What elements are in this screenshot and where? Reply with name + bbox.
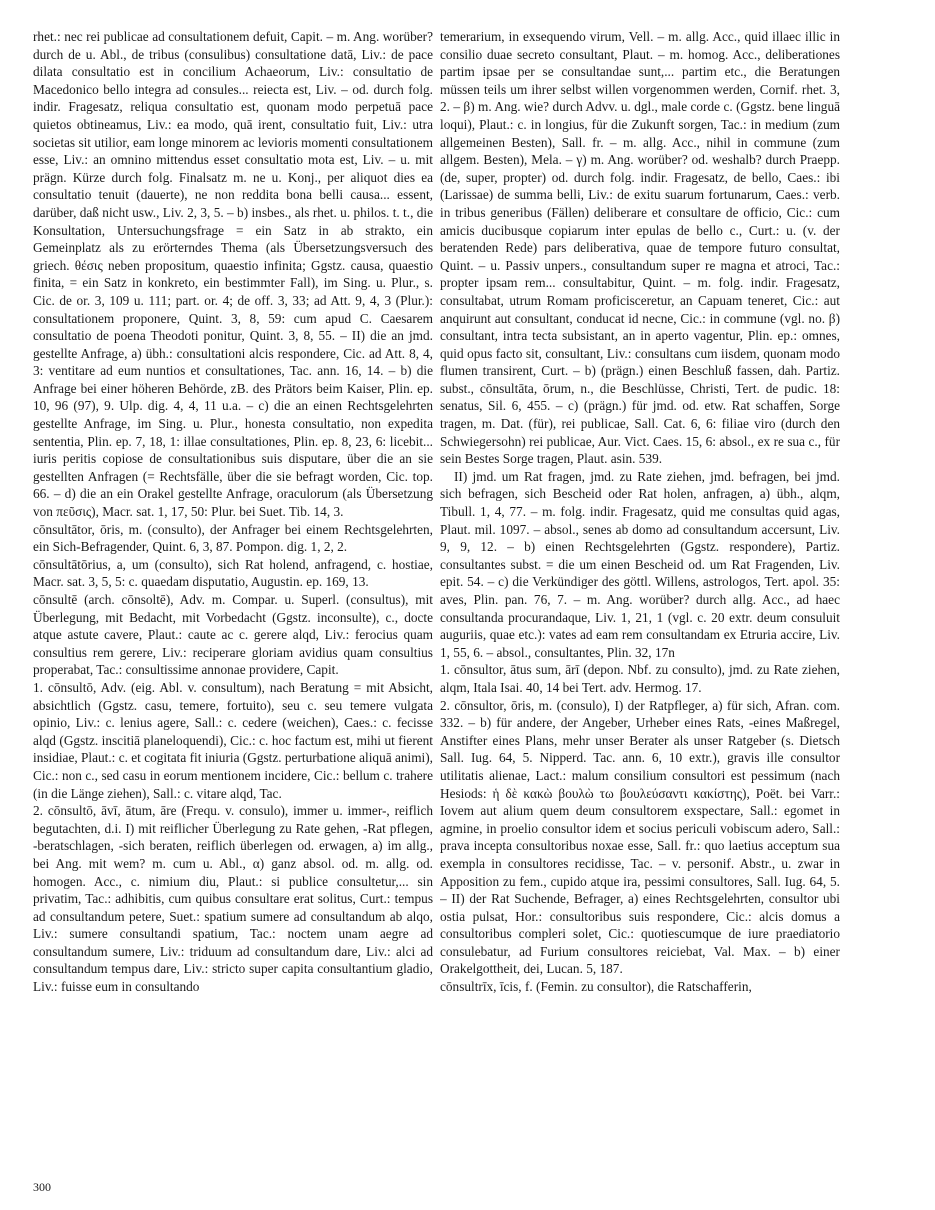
right-column (440, 28, 840, 1178)
entry-consultator: cōnsultātor, ōris, m. (consulto), der Anfrager bei einem Rechtsgelehrten, ein Sich-Befragender, Quint. 6, 3, 87. Pompon. dig. 1, 2, 2. (33, 521, 433, 555)
entry-consultrix: cōnsultrīx, īcis, f. (Femin. zu consultor), die Ratschafferin, (440, 979, 752, 995)
entry-consulto-2: 2. cōnsultō, āvī, ātum, āre (Frequ. v. consulo), immer u. immer-, reiflich begutachten, d.i. I) mit reiflicher Überlegung zu Rate gehen, -Rat pflegen, -beratschlagen, -sich beraten, reiflich überlegen od. erwagen, a) im allg., bei Ang. mit wem? m. cum u. Abl., α) ganz absol. od. m. allg. od. homogen. Acc., c. nimium diu, Plaut.: si publice consultetur,... sin privatim, Tac.: adhibitis, cum quibus consultare erat solitus, Curt.: tempus ad consultandum petere, Suet.: spatium sumere ad consultandum ab alqo, Liv.: sumere consultandi spatium, Tac.: noctem unam aegre ad consultandum sumere, Liv.: triduum ad consultandum dare, Liv.: alci ad consultandum tempus dare, Liv.: stricto super capita consultantium gladio, Liv.: fuisse eum in consultando (33, 803, 433, 995)
entry-consulte: cōnsultē (arch. cōnsoltē), Adv. m. Compar. u. Superl. (consultus), mit Überlegung, mit Bedacht, mit Vorbedacht (Ggstz. inconsulte), c., docte atque astute cavere, Plaut.: caute ac c. gerere alqd, Liv.: ferocius quam consultius rem gerere, Liv.: reciperare gloriam avidius quam consultius properabat, Tac.: consultissime annonae providere, Capit. (33, 592, 433, 678)
page-number: 300 (33, 1180, 51, 1194)
entry-consultor-2: 2. cōnsultor, ōris, m. (consulo), I) der Ratpfleger, a) für sich, Afran. com. 332. – b) für andere, der Angeber, Urheber eines Rats, -eines Maßregel, Anstifter eines Plans, mehr unser Berater als unser Ratgeber (s. Dietsch Sall. Iug. 64, 5. Nipperd. Tac. ann. 6, 10 extr.), gravis ille consultor utilitatis alienae, Lact.: malum consilium consultori est pessimum (nach Hesiods: ἡ δὲ κακὼ βουλὼ τω βουλεύσαντι κακίστης), Poët. bei Varr.: Iovem aut alium quem deum consultorem exspectare, Sall.: egomet in agmine, in proelio consultor idem et socius periculi vobiscum adero, Sall.: prava incepta consultoribus noxae esse, Sall. fr.: quo laetius acceptum sua exempla in consultores recidisse, Tac. – v. personif. Abstr., u. zwar in Apposition zu fem., cupido atque ira, pessimi consultores, Sall. Iug. 64, 5. – II) der Rat Suchende, Befrager, a) eines Rechtsgelehrten, consultor ubi ostia pulsat, Hor.: consultoribus suis respondere, Cic.: alcis domus a consultoribus compleri solet, Cic.: quotiescumque de iure praediatorio consulebatur, ad Furium consultores reiciebat, Val. Max. – b) einer Orakelgottheit, dei, Lucan. 5, 187. (440, 697, 840, 977)
left-column (33, 28, 433, 1178)
left-paragraph: rhet.: nec rei publicae ad consultationem defuit, Capit. – m. Ang. worüber? durch de u. Abl., de tribus (consulibus) consultatione datā, Liv.: de pace dilata consultatio est in concilium Achaeorum, Liv.: consultatio de Macedonico bello integra ad consules... reiecta est, Liv. – od. durch folg. indir. Fragesatz, reliqua consultatio est, quonam modo perpetuā pace quietos obtineamus, Liv.: ea modo, quā irent, consultatio fuit, Liv.: utra societas sit utilior, eam longe minorem ac levioris momenti consultationem esse, Liv.: an omnino mittendus esset consultatio mota est, Liv. – u. mit prägn. Kürze durch folg. Finalsatz m. ne u. Konj., per aliquot dies ea consultatio tenuit (dauerte), ne non reddita bona belli causa... essent, darüber, daß nicht usw., Liv. 2, 3, 5. – b) insbes., als rhet. u. philos. t. t., die Konsultation, Untersuchungsfrage = ein Satz in ab strakto, ein Gemeinplatz als zu erörterndes Thema (als Übersetzungsversuch des griech. θέσις neben propositum, quaestio infinita; Ggstz. causa, quaestio finita, = ein Satz in konkreto, ein bestimmter Fall), im Sing. u. Plur., s. Cic. de or. 3, 109 u. 111; part. or. 4; de off. 3, 33; ad Att. 9, 4, 3 (Plur.): consultationem proponere, Quint. 3, 8, 59: cum apud C. Caesarem consultatio de poena Theodoti ponitur, Quint. 3, 8, 55. – II) die an jmd. gestellte Anfrage, a) übh.: consultationi alcis respondere, Cic. ad Att. 8, 4, 3: ventitare ad eum nuntios et consultationes, Tac. ann. 16, 14. – b) die Anfrage bei einer höheren Behörde, zB. des Prätors beim Kaiser, Plin. ep. 10, 96 (97), 9. Ulp. dig. 4, 4, 11 u.a. – c) die an einen Rechtsgelehrten gestellte Anfrage, im Sing. u. Plur., honesta consultatio, non expedita sententia, Plin. ep. 7, 18, 1: illae consultationes, Plin. ep. 8, 23, 6: licebit... iuris peritis copiose de consultationibus suis disputare, über die an sie gestellten Anfragen (= Rechtsfälle, über die sie befragt worden, Cic. top. 66. – d) die an ein Orakel gestellte Anfrage, oraculorum (als Übersetzung von πεῦσις), Macr. sat. 1, 17, 50: Plur. bei Suet. Tib. 14, 3. (33, 29, 433, 520)
right-paragraph-section-II: II) jmd. um Rat fragen, jmd. zu Rate ziehen, jmd. befragen, bei jmd. sich befragen, sich Bescheid oder Rat holen, anfragen, a) übh., alqm, Tibull. 1, 4, 77. – m. folg. indir. Fragesatz, quid me consultas quid agas, Plaut. mil. 1097. – absol., senes ab domo ad consultandum accersunt, Liv. 9, 9, 12. – b) einen Rechtsgelehrten (Ggstz. respondere), Partiz. consultantes subst. = die um einen Bescheid od. um Rat Fragenden, Liv. epit. 54. – c) die Verkündiger des göttl. Willens, astrologos, Tert. apol. 35: aves, Plin. pan. 76, 7. – m. Ang. worüber? durch allg. Acc., ad haec consultanda procurandaque, Liv. 1, 21, 1 (vgl. c. 20 extr. deum consuluit auguriis, quae etc.): vates ad eam rem consultandam ex Etruria accire, Liv. 1, 55, 6. – absol., consultantes, Plin. 32, 17n (440, 468, 840, 660)
entry-consultatorius: cōnsultātōrius, a, um (consulto), sich Rat holend, anfragend, c. hostiae, Macr. sat. 3, 5, 5: c. quaedam disputatio, Augustin. ep. 169, 13. (33, 556, 433, 590)
entry-consulto-1: 1. cōnsultō, Adv. (eig. Abl. v. consultum), nach Beratung = mit Absicht, absichtlich (Ggstz. casu, temere, fortuito), seu c. seu temere vulgata opinio, Liv.: c. lenius agere, Sall.: c. cedere (weichen), Caes.: c. fecisse alqd (Ggstz. inscitiā planeloquendi), Cic.: c. hoc factum est, mihi ut fierent insidiae, Plaut.: c. et cogitata fit iniuria (Ggstz. perturbatione aliquā animi), Cic.: non c., sed casu in eorum mentionem incidere, Cic.: bellum c. trahere (in die Länge ziehen), Sall.: c. vitare alqd, Tac. (33, 679, 433, 801)
entry-consultor-1: 1. cōnsultor, ātus sum, ārī (depon. Nbf. zu consulto), jmd. zu Rate ziehen, alqm, Itala Isai. 40, 14 bei Tert. adv. Hermog. 17. (440, 662, 840, 695)
right-paragraph-continuation: temerarium, in exsequendo virum, Vell. – m. allg. Acc., quid illaec illic in consilio duae secreto consultant, Plaut. – m. homog. Acc., deliberationes partim ipsae per se consultandae sunt,... partim etc., die Beratungen müssen teils um ihrer selbst willen vorgenommen werden, Cornif. rhet. 3, 2. – β) m. Ang. wie? durch Advv. u. dgl., male corde c. (Ggstz. bene linguā loqui), Plaut.: c. in longius, für die Zukunft sorgen, Tac.: in medium (zum allgemeinen Besten), Sall. fr. – m. allg. Acc., nihil in commune (zum allgem. Besten), Mela. – γ) m. Ang. worüber? od. weshalb? durch Praepp. (de, super, propter) od. durch folg. indir. Fragesatz, de bello, Caes.: ibi (Larissae) de summa belli, Liv.: de exitu suarum fortunarum, Caes.: verb. in tribus generibus (Fällen) deliberare et consultare de officio, Cic.: cum amicis ducibusque copiarum inter epulas de bello c., Curt.: u. (v. der beratenden Rede) pars deliberativa, quae de tempore futuro consultat, Quint. – u. Passiv unpers., consultandum super re magna et atroci, Tac.: propter ipsam rem... consultabitur, Quint. – m. folg. indir. Fragesatz, consultabat, utrum Romam proficisceretur, an Capuam teneret, Cic.: aut anquirunt aut consultant, conducat id necne, Cic.: in commune (vgl. no. β) consultant, intra tecta subsistant, an in aperto vagentur, Plin. ep.: omnes, quid opus facto sit, consultant, Liv.: consultans cum iisdem, quonam modo flumen transirent, Curt. – b) (prägn.) einen Beschluß fassen, dah. Partiz. subst., cōnsultāta, ōrum, n., die Beschlüsse, Christi, Tert. de pudic. 18: senatus, Sil. 6, 455. – c) (prägn.) für jmd. od. etw. Rat schaffen, Sorge tragen, m. Dat. (für), rei publicae, Sall. Cat. 6, 6: filiae viro (durch den Schwiegersohn) rei publicae, Aur. Vict. Caes. 15, 6: absol., ex re sua c., für sein Bestes Sorge tragen, Plaut. asin. 539. (440, 29, 840, 467)
